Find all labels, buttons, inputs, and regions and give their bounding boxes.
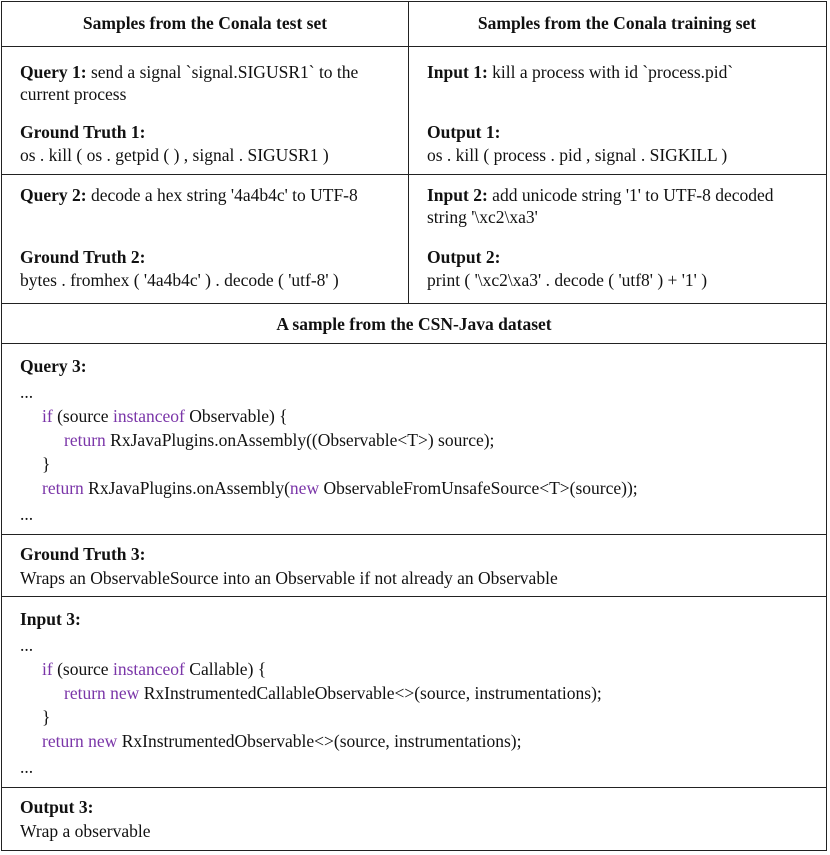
code-line: ... bbox=[20, 382, 34, 402]
query-3-label: Query 3: bbox=[20, 356, 87, 376]
code-line: return new RxInstrumentedCallableObservable<>(source, instrumentations); bbox=[64, 683, 602, 703]
ground-truth-1-label: Ground Truth 1: bbox=[20, 122, 146, 142]
header-row bbox=[2, 2, 826, 47]
query-2: Query 2: decode a hex string '4a4b4c' to UTF-8 bbox=[20, 185, 358, 205]
output-3-text: Wrap a observable bbox=[20, 821, 151, 841]
code-line: ... bbox=[20, 504, 34, 524]
output-3-cell bbox=[2, 788, 826, 849]
code-line: } bbox=[42, 707, 51, 727]
output-1-code: os . kill ( process . pid , signal . SIGKILL ) bbox=[427, 145, 728, 165]
code-line: if (source instanceof Callable) { bbox=[42, 659, 267, 679]
query-1-cell bbox=[2, 47, 409, 174]
ground-truth-2-code: bytes . fromhex ( '4a4b4c' ) . decode ( 'utf-8' ) bbox=[20, 270, 339, 290]
code-line: } bbox=[42, 454, 51, 474]
output-2-code: print ( '\xc2\xa3' . decode ( 'utf8' ) + '1' ) bbox=[427, 270, 708, 290]
code-line: if (source instanceof Observable) { bbox=[42, 406, 288, 426]
code-line: return RxJavaPlugins.onAssembly((Observable<T>) source); bbox=[64, 430, 495, 450]
query-1: Query 1: send a signal `signal.SIGUSR1` to the current process bbox=[20, 62, 359, 104]
ground-truth-2-label: Ground Truth 2: bbox=[20, 247, 146, 267]
sample-row-2 bbox=[2, 175, 826, 304]
query-2-cell bbox=[2, 175, 409, 303]
input-3-label: Input 3: bbox=[20, 609, 81, 629]
input-3-cell bbox=[2, 597, 826, 788]
output-2-label: Output 2: bbox=[427, 247, 501, 267]
input-1-cell bbox=[409, 47, 825, 174]
code-line: return new RxInstrumentedObservable<>(source, instrumentations); bbox=[42, 731, 522, 751]
code-line: return RxJavaPlugins.onAssembly(new ObservableFromUnsafeSource<T>(source)); bbox=[42, 478, 638, 498]
csn-header-row: A sample from the CSN-Java dataset bbox=[2, 304, 826, 344]
input-1: Input 1: kill a process with id `process.pid` bbox=[427, 62, 734, 82]
ground-truth-1-code: os . kill ( os . getpid ( ) , signal . SIGUSR1 ) bbox=[20, 145, 329, 165]
query-3-cell bbox=[2, 344, 826, 535]
ground-truth-3-cell bbox=[2, 535, 826, 597]
training-set-header: Samples from the Conala training set bbox=[477, 13, 757, 33]
ground-truth-3-label: Ground Truth 3: bbox=[20, 544, 146, 564]
ground-truth-3-text: Wraps an ObservableSource into an Observable if not already an Observable bbox=[20, 568, 558, 588]
sample-row-1 bbox=[2, 47, 826, 175]
code-line: ... bbox=[20, 635, 34, 655]
input-2-cell bbox=[409, 175, 825, 303]
output-1-label: Output 1: bbox=[427, 122, 501, 142]
code-line: ... bbox=[20, 757, 34, 777]
output-3-label: Output 3: bbox=[20, 797, 94, 817]
test-set-header: Samples from the Conala test set bbox=[2, 2, 409, 46]
input-2: Input 2: add unicode string '1' to UTF-8 decoded string '\xc2\xa3' bbox=[427, 185, 774, 227]
samples-table bbox=[1, 1, 827, 851]
